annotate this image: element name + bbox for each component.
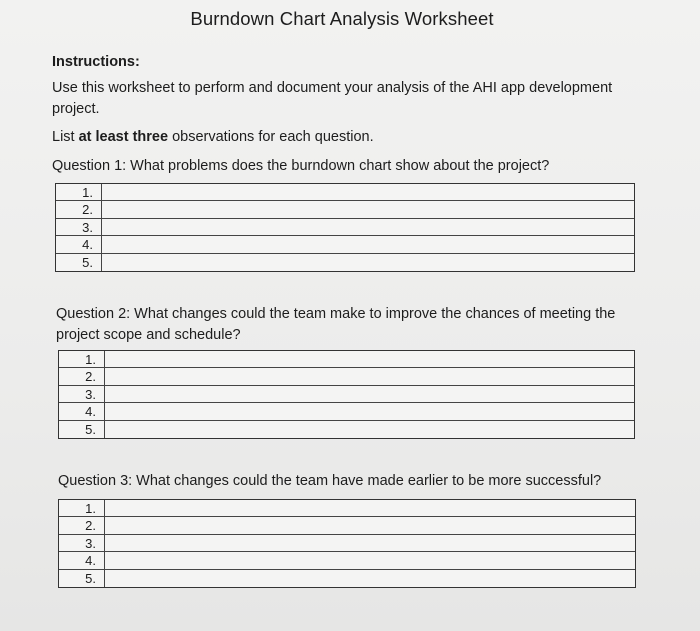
instructions-heading: Instructions: xyxy=(52,54,140,70)
answer-table-2 xyxy=(58,350,635,439)
row-number: 2. xyxy=(59,368,105,384)
answer-table-1 xyxy=(55,183,635,272)
answer-row[interactable] xyxy=(59,386,634,403)
list-note-prefix: List xyxy=(52,129,79,145)
answer-row[interactable] xyxy=(56,236,634,253)
row-number: 1. xyxy=(59,351,105,367)
row-number: 5. xyxy=(59,570,105,587)
title-text: Burndown Chart Analysis Worksheet xyxy=(190,8,494,29)
answer-row[interactable] xyxy=(56,219,634,236)
answer-row[interactable] xyxy=(56,254,634,271)
row-number: 1. xyxy=(56,184,102,200)
row-number: 3. xyxy=(56,219,102,235)
list-note-bold: at least three xyxy=(78,129,169,145)
page-title xyxy=(0,8,700,30)
list-note-suffix: observations for each question. xyxy=(168,129,374,145)
row-number: 5. xyxy=(59,421,105,438)
row-number: 4. xyxy=(59,403,105,419)
answer-row[interactable] xyxy=(56,184,634,201)
answer-table-3 xyxy=(58,499,636,588)
answer-row[interactable] xyxy=(59,368,634,385)
row-number: 5. xyxy=(56,254,102,271)
row-number: 3. xyxy=(59,386,105,402)
instructions-body: Use this worksheet to perform and document your analysis of the AHI app development project. xyxy=(52,80,613,117)
question-1: Question 1: What problems does the burndown chart show about the project? xyxy=(52,158,550,174)
answer-row[interactable] xyxy=(59,500,635,517)
answer-row[interactable] xyxy=(59,351,634,368)
row-number: 4. xyxy=(59,552,105,568)
question-3: Question 3: What changes could the team have made earlier to be more successful? xyxy=(58,473,602,489)
question-2: Question 2: What changes could the team make to improve the chances of meeting the project scope and schedule? xyxy=(56,306,616,343)
row-number: 1. xyxy=(59,500,105,516)
row-number: 3. xyxy=(59,535,105,551)
answer-row[interactable] xyxy=(59,517,635,534)
answer-row[interactable] xyxy=(56,201,634,218)
answer-row[interactable] xyxy=(59,535,635,552)
answer-row[interactable] xyxy=(59,421,634,438)
instructions-list-note xyxy=(52,129,374,145)
row-number: 2. xyxy=(59,517,105,533)
answer-row[interactable] xyxy=(59,552,635,569)
answer-row[interactable] xyxy=(59,570,635,587)
answer-row[interactable] xyxy=(59,403,634,420)
row-number: 2. xyxy=(56,201,102,217)
row-number: 4. xyxy=(56,236,102,252)
